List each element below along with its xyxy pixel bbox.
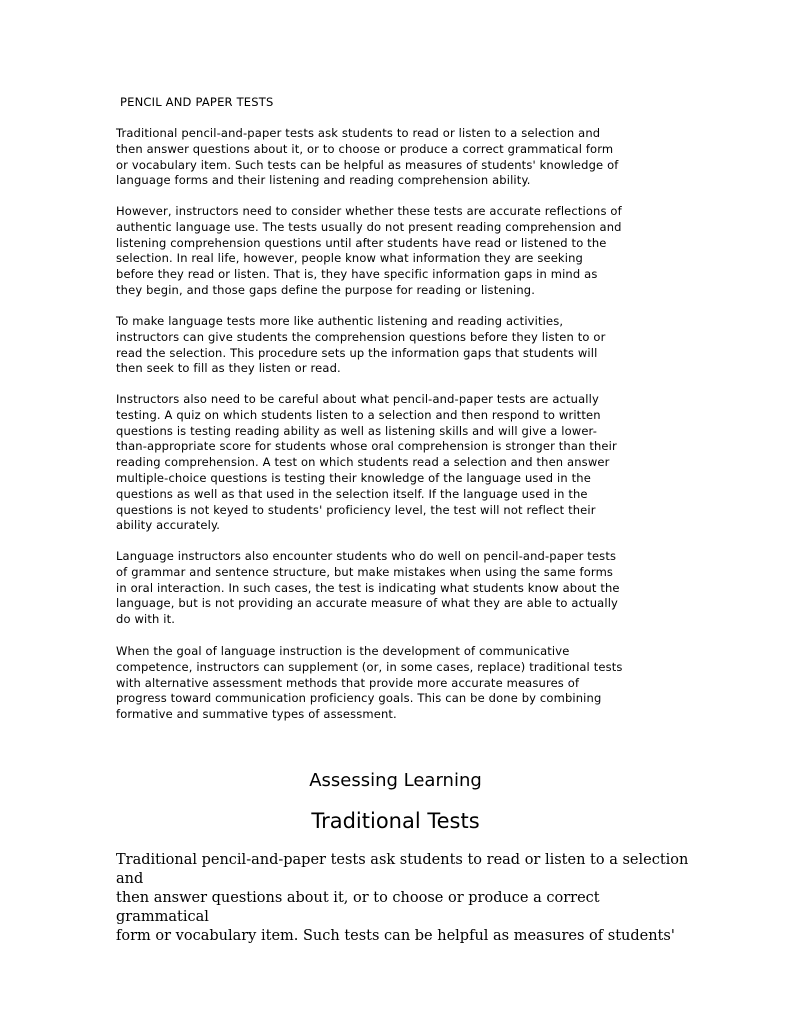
paragraph-4: Instructors also need to be careful about what pencil-and-paper tests are actually testing. A quiz on which students listen to a selection and then respond to written questions is testing reading ability as well as listening skills and will give a lower- than-appropriate score for students whose oral comprehension is stronger than their reading comprehension. A test on which students read a selection and then answer multiple-choice questions is testing their knowledge of the language used in the questions as well as that used in the selection itself. If the language used in the questions is not keyed to students' proficiency level, the test will not reflect their ability accurately. xyxy=(116,392,617,533)
paragraph-3: To make language tests more like authentic listening and reading activities, instructors can give students the comprehension questions before they listen to or read the selection. This procedure sets up the information gaps that students will then seek to fill as they listen or read. xyxy=(116,314,606,376)
page-heading: PENCIL AND PAPER TESTS xyxy=(120,95,274,109)
paragraph-5: Language instructors also encounter students who do well on pencil-and-paper tests of grammar and sentence structure, but make mistakes when using the same forms in oral interaction. In such cases, the test is indicating what students know about the language, but is not providing an accurate measure of what they are able to actually do with it. xyxy=(116,549,620,627)
closing-paragraph: Traditional pencil-and-paper tests ask students to read or listen to a selection and then answer questions about it, or to choose or produce a correct grammatical form or vocabulary item. Such tests can be helpful as measures of students' xyxy=(116,852,689,944)
section-title: Assessing Learning xyxy=(309,770,482,791)
paragraph-2: However, instructors need to consider whether these tests are accurate reflections of authentic language use. The tests usually do not present reading comprehension and listening comprehension questions until after students have read or listened to the selection. In real life, however, people know what information they are seeking before they read or listen. That is, they have specific information gaps in mind as they begin, and those gaps define the purpose for reading or listening. xyxy=(116,204,622,297)
paragraph-1: Traditional pencil-and-paper tests ask students to read or listen to a selection and then answer questions about it, or to choose or produce a correct grammatical form or vocabulary item. Such tests can be helpful as measures of students' knowledge of language forms and their listening and reading comprehension ability. xyxy=(116,126,619,188)
section-subtitle: Traditional Tests xyxy=(311,809,480,833)
paragraph-6: When the goal of language instruction is the development of communicative competence, instructors can supplement (or, in some cases, replace) traditional tests with alternative assessment methods that provide more accurate measures of progress toward communication proficiency goals. This can be done by combining formative and summative types of assessment. xyxy=(116,644,623,722)
